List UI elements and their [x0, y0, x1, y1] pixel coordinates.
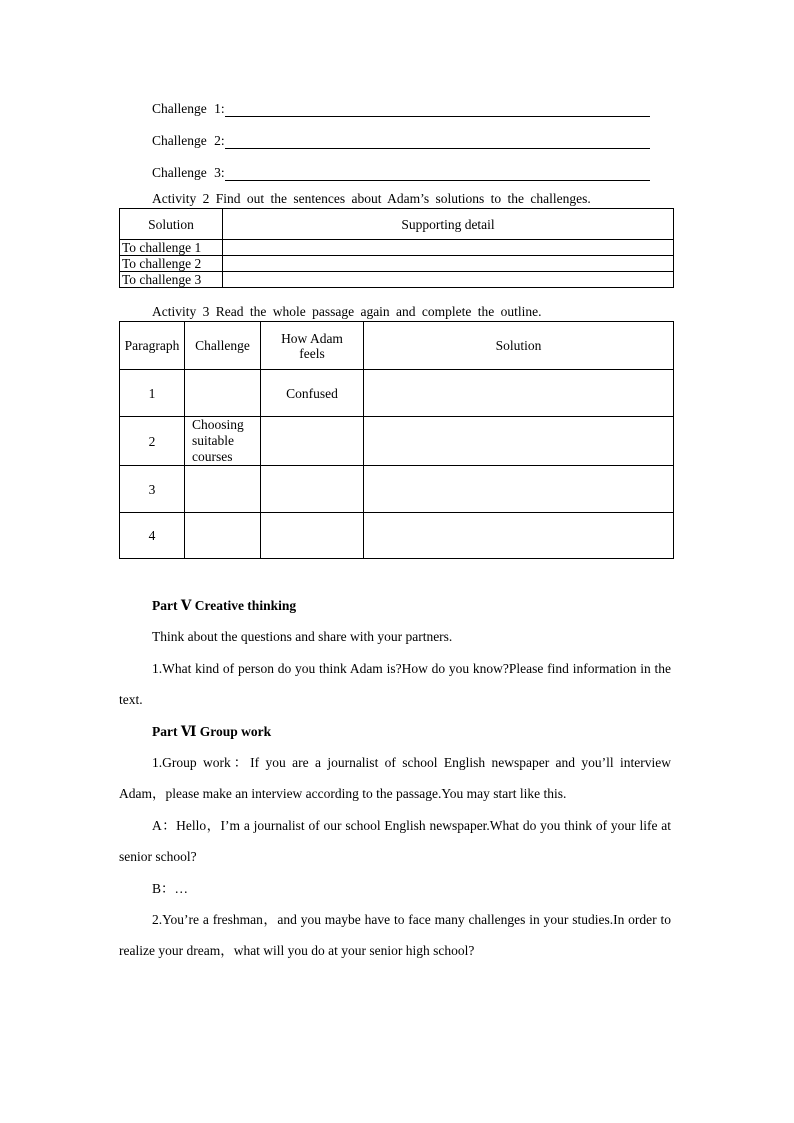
header-challenge: Challenge — [185, 322, 261, 370]
challenge-3-blank[interactable] — [225, 166, 650, 181]
header-solution: Solution — [364, 322, 674, 370]
supporting-detail-cell[interactable] — [223, 240, 674, 256]
part-6-question-1: 1.Group work：If you are a journalist of school English newspaper and you’ll interview Adam，please make an interview according to the passage.You may start like this. — [119, 755, 671, 802]
activity-2-table — [119, 208, 674, 288]
parts-text — [119, 590, 671, 967]
header-supporting-detail: Supporting detail — [223, 209, 674, 240]
challenge-cell: Choosing suitable courses — [185, 417, 261, 466]
table-row — [120, 370, 674, 417]
paragraph-cell: 4 — [120, 513, 185, 559]
part-6-question-2: 2.You’re a freshman，and you maybe have to face many challenges in your studies.In order to realize your dream，what will you do at your senior high school? — [119, 912, 671, 959]
activity-3-table — [119, 321, 674, 559]
feels-cell[interactable] — [261, 417, 364, 466]
part-5-intro: Think about the questions and share with your partners. — [152, 629, 453, 645]
activity-3-title: Activity 3 Read the whole passage again and complete the outline. — [152, 304, 542, 319]
feels-cell[interactable] — [261, 513, 364, 559]
paragraph-cell: 2 — [120, 417, 185, 466]
table-row — [120, 256, 674, 272]
challenge-cell[interactable] — [185, 370, 261, 417]
row-label: To challenge 2 — [120, 256, 223, 272]
paragraph-cell: 1 — [120, 370, 185, 417]
paragraph-cell: 3 — [120, 466, 185, 513]
challenge-3-line — [152, 165, 650, 181]
table-row — [120, 466, 674, 513]
table-header-row — [120, 209, 674, 240]
table-row — [120, 513, 674, 559]
table-row — [120, 417, 674, 466]
challenge-cell[interactable] — [185, 513, 261, 559]
challenge-2-label: Challenge 2: — [152, 133, 225, 148]
solution-cell[interactable] — [364, 417, 674, 466]
row-label: To challenge 1 — [120, 240, 223, 256]
activity-2-title: Activity 2 Find out the sentences about Adam’s solutions to the challenges. — [152, 191, 591, 206]
feels-cell: Confused — [261, 370, 364, 417]
challenge-3-label: Challenge 3: — [152, 165, 225, 180]
challenge-cell[interactable] — [185, 466, 261, 513]
part-6-heading: Part Ⅵ Group work — [152, 723, 272, 739]
supporting-detail-cell[interactable] — [223, 272, 674, 288]
solution-cell[interactable] — [364, 370, 674, 417]
solution-cell[interactable] — [364, 513, 674, 559]
table-row — [120, 272, 674, 288]
challenge-1-blank[interactable] — [225, 102, 650, 117]
header-solution: Solution — [120, 209, 223, 240]
table-header-row — [120, 322, 674, 370]
header-how-adam-feels: How Adam feels — [261, 322, 364, 370]
supporting-detail-cell[interactable] — [223, 256, 674, 272]
dialogue-b: B：… — [152, 880, 189, 896]
table-row — [120, 240, 674, 256]
dialogue-a: A：Hello，I’m a journalist of our school English newspaper.What do you think of your life at senior school? — [119, 817, 671, 865]
part-5-question-1: 1.What kind of person do you think Adam is?How do you know?Please find information in the text. — [119, 660, 671, 708]
challenge-1-line — [152, 101, 650, 117]
challenge-2-line — [152, 133, 650, 149]
challenge-1-label: Challenge 1: — [152, 101, 225, 116]
row-label: To challenge 3 — [120, 272, 223, 288]
header-paragraph: Paragraph — [120, 322, 185, 370]
part-5-heading: Part Ⅴ Creative thinking — [152, 598, 297, 613]
solution-cell[interactable] — [364, 466, 674, 513]
challenge-2-blank[interactable] — [225, 134, 650, 149]
feels-cell[interactable] — [261, 466, 364, 513]
